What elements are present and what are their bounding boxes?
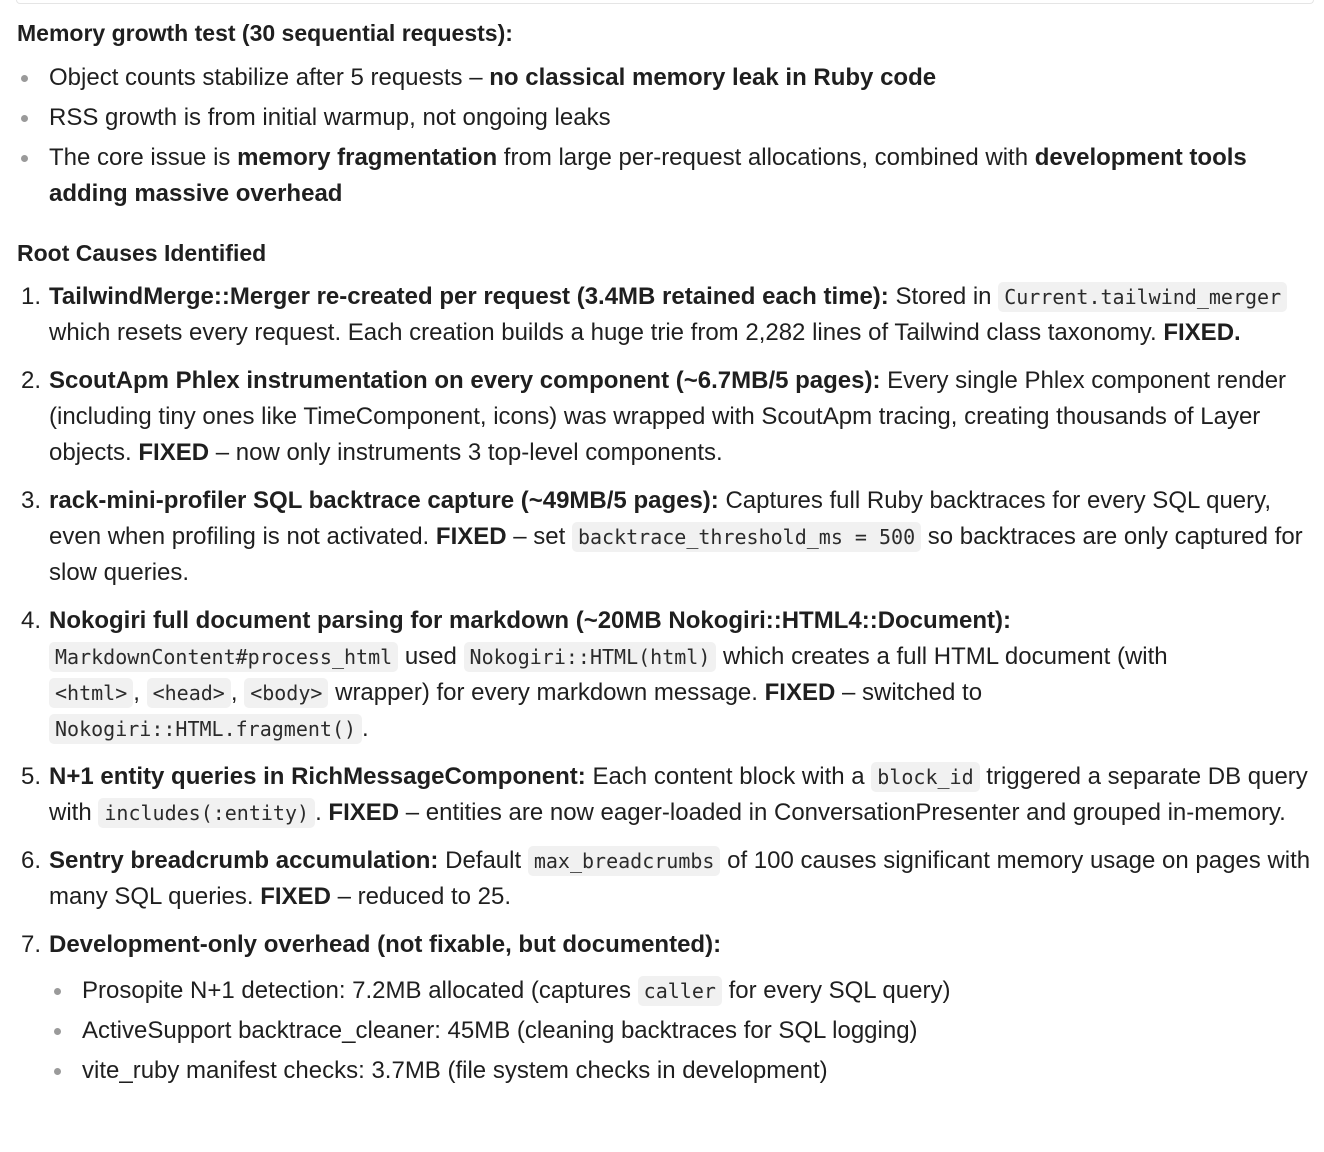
message-card-edge — [16, 0, 1314, 4]
cause-item-5: 5. N+1 entity queries in RichMessageComponent: Each content block with a block_id triggered a separate DB query with includes(:entity) . FIXED – entities are now eager-loaded in ConversationPresenter and grouped in-memory. — [49, 759, 1313, 831]
inline-code: max_breadcrumbs — [528, 846, 721, 876]
fixed-label: FIXED. — [1163, 319, 1241, 346]
inline-code: Nokogiri::HTML.fragment() — [49, 714, 362, 744]
fixed-label: FIXED — [328, 799, 400, 826]
list-item: RSS growth is from initial warmup, not ongoing leaks — [49, 100, 1313, 136]
cause-item-6: 6. Sentry breadcrumb accumulation: Default max_breadcrumbs of 100 causes significant memory usage on pages with many SQL queries. FIXED – reduced to 25. — [49, 843, 1313, 915]
inline-code: MarkdownContent#process_html — [49, 642, 398, 672]
root-causes-list — [17, 279, 1313, 1089]
list-item: Prosopite N+1 detection: 7.2MB allocated (captures caller for every SQL query) — [82, 973, 1313, 1009]
cause-item-3: 3. rack-mini-profiler SQL backtrace capture (~49MB/5 pages): Captures full Ruby backtraces for every SQL query, even when profiling is not activated. FIXED – set backtrace_threshold_ms = 500 so backtraces are only captured for slow queries. — [49, 483, 1313, 591]
list-number: 1. — [20, 283, 41, 310]
list-item: ActiveSupport backtrace_cleaner: 45MB (cleaning backtraces for SQL logging) — [82, 1013, 1313, 1049]
list-item: Object counts stabilize after 5 requests – no classical memory leak in Ruby code — [49, 60, 1313, 96]
list-item: vite_ruby manifest checks: 3.7MB (file system checks in development) — [82, 1053, 1313, 1089]
inline-code: caller — [638, 976, 722, 1006]
inline-code: <body> — [244, 678, 328, 708]
fixed-label: FIXED — [138, 439, 210, 466]
inline-code: block_id — [871, 762, 979, 792]
root-causes-heading: Root Causes Identified — [17, 240, 267, 266]
inline-code: backtrace_threshold_ms = 500 — [572, 522, 921, 552]
cause-item-2: 2. ScoutApm Phlex instrumentation on every component (~6.7MB/5 pages): Every single Phlex component render (including tiny ones like TimeComponent, icons) was wrapped with ScoutApm tracing, creating thousands of Layer objects. FIXED – now only instruments 3 top-level components. — [49, 363, 1313, 471]
inline-code: includes(:entity) — [98, 798, 315, 828]
memory-findings-list — [17, 60, 1313, 212]
list-number: 3. — [20, 487, 41, 514]
cause-item-1: 1. TailwindMerge::Merger re-created per request (3.4MB retained each time): Stored in Current.tailwind_merger which resets every request. Each creation builds a huge trie from 2,282 lines of Tailwind class taxonomy. FIXED. — [49, 279, 1313, 351]
fixed-label: FIXED — [435, 523, 507, 550]
list-number: 7. — [20, 931, 41, 958]
fixed-label: FIXED — [260, 883, 331, 910]
fixed-label: FIXED — [764, 679, 836, 706]
cause-item-4: 4. Nokogiri full document parsing for markdown (~20MB Nokogiri::HTML4::Document): MarkdownContent#process_html used Nokogiri::HTML(html) which creates a full HTML document (with <html> , <head> , <body> wrapper) for every markdown message. FIXED – switched to Nokogiri::HTML.fragment() . — [49, 603, 1313, 747]
message-content — [17, 16, 1313, 1101]
list-item: The core issue is memory fragmentation from large per-request allocations, combined with development tools adding massive overhead — [49, 140, 1313, 212]
list-number: 5. — [20, 763, 41, 790]
list-number: 6. — [20, 847, 41, 874]
list-number: 2. — [20, 367, 41, 394]
cause-item-7: 7. Development-only overhead (not fixable, but documented): Prosopite N+1 detection: 7.2MB allocated (captures caller for every SQL query) ActiveSupport backtrace_cleaner: 45MB (cleaning backtraces for SQL logging) vite_ruby manifest checks: 3.7MB (file system checks in development) — [49, 927, 1313, 1089]
inline-code: <head> — [147, 678, 231, 708]
memory-test-heading: Memory growth test (30 sequential requests): — [17, 20, 513, 46]
list-number: 4. — [20, 607, 41, 634]
inline-code: Nokogiri::HTML(html) — [464, 642, 717, 672]
dev-overhead-list — [49, 973, 1313, 1089]
inline-code: <html> — [49, 678, 133, 708]
inline-code: Current.tailwind_merger — [998, 282, 1287, 312]
